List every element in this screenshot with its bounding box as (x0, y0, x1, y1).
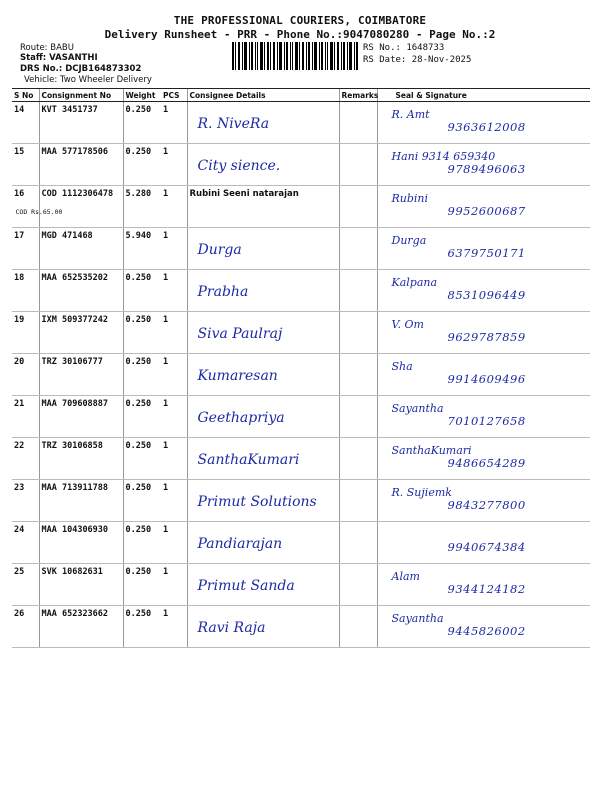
signature: Alam (391, 570, 420, 583)
row-weight: 0.250 (123, 144, 161, 186)
row-consignee (187, 186, 339, 228)
signature: R. Amt (391, 108, 430, 121)
handwritten-consignee: City sience. (197, 158, 281, 174)
vehicle-label: Vehicle: Two Wheeler Delivery (24, 75, 152, 85)
row-consignee (187, 102, 339, 144)
row-consignee (187, 354, 339, 396)
row-pcs: 1 (161, 228, 187, 270)
consignment-number: TRZ 30106858 (41, 441, 103, 451)
row-sno: 22 (12, 438, 39, 480)
handwritten-consignee: Kumaresan (197, 368, 278, 384)
table-row (12, 606, 590, 648)
row-signature (377, 102, 590, 144)
table-row (12, 396, 590, 438)
col-remarks: Remarks (339, 89, 377, 102)
row-pcs: 1 (161, 438, 187, 480)
signature: V. Om (391, 318, 424, 331)
row-consignee (187, 144, 339, 186)
row-consignment-no (39, 354, 123, 396)
col-signature: Seal & Signature (377, 89, 590, 102)
signature: Kalpana (391, 276, 438, 289)
row-weight: 0.250 (123, 396, 161, 438)
consignment-number: SVK 10682631 (41, 567, 103, 577)
consignment-number: IXM 509377242 (41, 315, 109, 325)
handwritten-phone: 9445826002 (447, 624, 526, 638)
row-consignee (187, 606, 339, 648)
row-sno: 25 (12, 564, 39, 606)
consignment-number: COD 1112306478 (41, 189, 114, 199)
row-signature (377, 144, 590, 186)
row-weight: 5.940 (123, 228, 161, 270)
handwritten-consignee: Geethapriya (197, 410, 285, 426)
row-remarks (339, 438, 377, 480)
table-row (12, 480, 590, 522)
consignment-number: MAA 709608887 (41, 399, 109, 409)
row-sno: 18 (12, 270, 39, 312)
row-signature (377, 396, 590, 438)
row-pcs: 1 (161, 396, 187, 438)
row-pcs: 1 (161, 186, 187, 228)
row-consignee (187, 564, 339, 606)
row-consignee (187, 270, 339, 312)
row-signature (377, 606, 590, 648)
barcode-image (232, 42, 358, 70)
signature: Sha (391, 360, 413, 373)
row-weight: 0.250 (123, 354, 161, 396)
handwritten-phone: 9789496063 (447, 162, 526, 176)
row-sno: 15 (12, 144, 39, 186)
handwritten-phone: 9344124182 (447, 582, 526, 596)
table-row (12, 270, 590, 312)
row-consignee (187, 312, 339, 354)
col-consignee: Consignee Details (187, 89, 339, 102)
row-consignment-no (39, 564, 123, 606)
table-row (12, 144, 590, 186)
row-consignment-no (39, 312, 123, 354)
staff-label: Staff: VASANTHI (20, 53, 98, 63)
row-signature (377, 312, 590, 354)
handwritten-consignee: Siva Paulraj (197, 326, 283, 342)
handwritten-consignee: R. NiveRa (197, 116, 270, 132)
consignment-number: MGD 471468 (41, 231, 93, 241)
signature: Rubini (391, 192, 429, 205)
row-remarks (339, 186, 377, 228)
col-sno: S No (12, 89, 39, 102)
handwritten-consignee: Primut Solutions (197, 494, 317, 510)
consignment-number: MAA 577178506 (41, 147, 109, 157)
row-signature (377, 354, 590, 396)
row-weight: 0.250 (123, 270, 161, 312)
handwritten-phone: 9940674384 (447, 540, 526, 554)
row-consignee (187, 522, 339, 564)
row-pcs: 1 (161, 522, 187, 564)
handwritten-consignee: Durga (197, 242, 242, 258)
route-label: Route: BABU (20, 43, 74, 53)
table-row (12, 102, 590, 144)
consignment-number: KVT 3451737 (41, 105, 98, 115)
row-signature (377, 270, 590, 312)
row-consignment-no (39, 102, 123, 144)
row-pcs: 1 (161, 270, 187, 312)
row-sno: 26 (12, 606, 39, 648)
table-header-row (12, 89, 590, 102)
runsheet-subtitle: Delivery Runsheet - PRR - Phone No.:9047080280 - Page No.:2 (104, 28, 496, 41)
row-sno: 14 (12, 102, 39, 144)
row-sno: 24 (12, 522, 39, 564)
row-weight: 5.280 (123, 186, 161, 228)
handwritten-consignee: SanthaKumari (197, 452, 300, 468)
row-remarks (339, 480, 377, 522)
row-remarks (339, 522, 377, 564)
table-row (12, 438, 590, 480)
table-row (12, 312, 590, 354)
row-remarks (339, 606, 377, 648)
row-consignment-no (39, 396, 123, 438)
row-weight: 0.250 (123, 522, 161, 564)
row-consignment-no (39, 438, 123, 480)
row-consignee (187, 438, 339, 480)
row-sno: 21 (12, 396, 39, 438)
row-sno: 17 (12, 228, 39, 270)
row-signature (377, 438, 590, 480)
row-signature (377, 228, 590, 270)
handwritten-phone: 7010127658 (447, 414, 526, 428)
row-pcs: 1 (161, 606, 187, 648)
row-pcs: 1 (161, 564, 187, 606)
runsheet-table (12, 88, 590, 648)
row-consignment-no (39, 480, 123, 522)
drs-label: DRS No.: DCJB164873302 (20, 64, 142, 74)
row-sno: 16 (12, 186, 39, 228)
handwritten-consignee: Pandiarajan (197, 536, 283, 552)
row-pcs: 1 (161, 480, 187, 522)
signature: Sayantha (391, 402, 444, 415)
table-row (12, 564, 590, 606)
row-consignment-no (39, 606, 123, 648)
handwritten-consignee: Ravi Raja (197, 620, 266, 636)
signature: R. Sujiemk (391, 486, 452, 499)
signature: Sayantha (391, 612, 444, 625)
consignment-number: MAA 652535202 (41, 273, 109, 283)
row-consignee (187, 228, 339, 270)
row-signature (377, 186, 590, 228)
handwritten-phone: 9486654289 (447, 456, 526, 470)
row-remarks (339, 312, 377, 354)
row-consignment-no (39, 270, 123, 312)
row-signature (377, 522, 590, 564)
row-signature (377, 564, 590, 606)
table-row (12, 354, 590, 396)
row-weight: 0.250 (123, 564, 161, 606)
row-remarks (339, 354, 377, 396)
col-pcs: PCS (161, 89, 187, 102)
row-remarks (339, 144, 377, 186)
row-weight: 0.250 (123, 312, 161, 354)
row-pcs: 1 (161, 312, 187, 354)
rs-number: RS No.: 1648733 (363, 43, 445, 53)
row-weight: 0.250 (123, 102, 161, 144)
handwritten-phone: 6379750171 (447, 246, 526, 260)
row-pcs: 1 (161, 144, 187, 186)
handwritten-phone: 8531096449 (447, 288, 526, 302)
row-consignee (187, 480, 339, 522)
consignment-number: TRZ 30106777 (41, 357, 103, 367)
row-consignment-no (39, 522, 123, 564)
row-consignment-no (39, 144, 123, 186)
table-row (12, 186, 590, 228)
consignee-name: Rubini Seeni natarajan (189, 189, 299, 199)
cod-amount: COD Rs.65.00 (15, 208, 63, 216)
row-weight: 0.250 (123, 606, 161, 648)
consignment-number: MAA 652323662 (41, 609, 109, 619)
consignment-number: MAA 713911788 (41, 483, 109, 493)
rs-date: RS Date: 28-Nov-2025 (363, 55, 472, 65)
table-row (12, 228, 590, 270)
handwritten-phone: 9629787859 (447, 330, 526, 344)
row-remarks (339, 564, 377, 606)
col-weight: Weight (123, 89, 161, 102)
signature: Durga (391, 234, 427, 247)
signature: SanthaKumari (391, 444, 472, 457)
row-signature (377, 480, 590, 522)
row-consignment-no (39, 228, 123, 270)
consignment-number: MAA 104306930 (41, 525, 109, 535)
table-row (12, 522, 590, 564)
company-title: THE PROFESSIONAL COURIERS, COIMBATORE (173, 14, 427, 27)
handwritten-phone: 9952600687 (447, 204, 526, 218)
row-pcs: 1 (161, 102, 187, 144)
row-weight: 0.250 (123, 480, 161, 522)
col-consignment: Consignment No (39, 89, 123, 102)
handwritten-consignee: Primut Sanda (197, 578, 295, 594)
row-remarks (339, 270, 377, 312)
row-consignee (187, 396, 339, 438)
row-remarks (339, 102, 377, 144)
handwritten-phone: 9843277800 (447, 498, 526, 512)
row-sno: 23 (12, 480, 39, 522)
row-sno: 20 (12, 354, 39, 396)
row-weight: 0.250 (123, 438, 161, 480)
row-remarks (339, 396, 377, 438)
handwritten-phone: 9363612008 (447, 120, 526, 134)
signature: Hani 9314 659340 (391, 150, 496, 163)
row-remarks (339, 228, 377, 270)
handwritten-consignee: Prabha (197, 284, 249, 300)
row-pcs: 1 (161, 354, 187, 396)
handwritten-phone: 9914609496 (447, 372, 526, 386)
row-sno: 19 (12, 312, 39, 354)
